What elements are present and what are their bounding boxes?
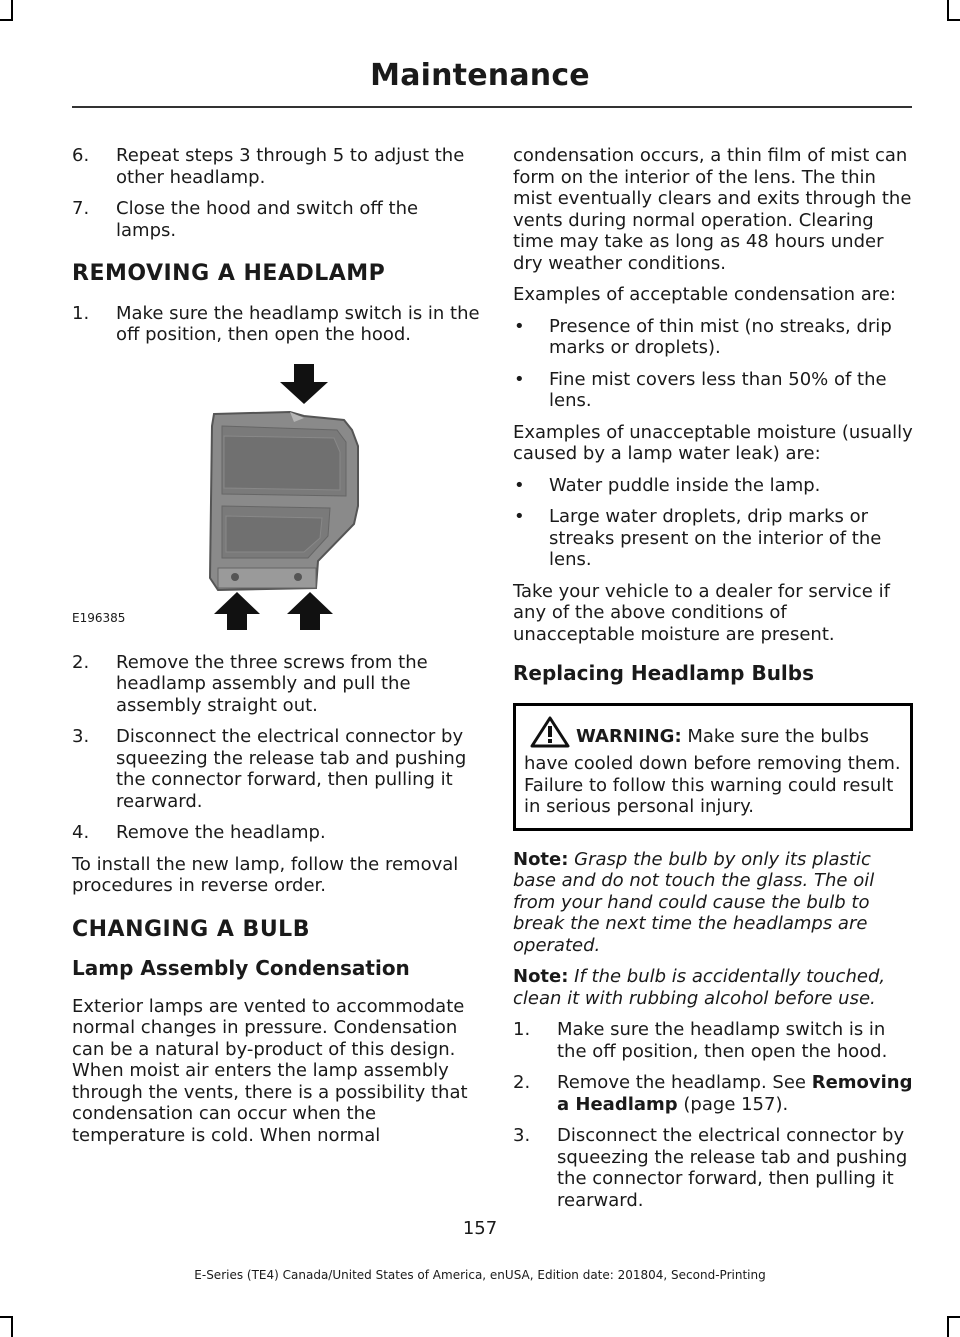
crop-mark: [11, 1318, 13, 1337]
list-item: • Water puddle inside the lamp.: [514, 474, 821, 496]
step-item: 2. Remove the three screws from the headlamp assembly and pull the assembly straight out.: [72, 651, 428, 716]
note-paragraph: Note: Grasp the bulb by only its plastic base and do not touch the glass. The oil from your hand could cause the bulb to break the next time the headlamps are operated.: [513, 848, 875, 956]
subsection-heading-replacing-bulbs: Replacing Headlamp Bulbs: [513, 661, 815, 685]
arrow-up-icon: [287, 592, 333, 630]
right-column: [513, 145, 913, 1221]
footer-text: E-Series (TE4) Canada/United States of America, enUSA, Edition date: 201804, Second-Printing: [194, 1268, 766, 1282]
crop-mark: [11, 0, 13, 19]
cross-reference-link[interactable]: Removing a Headlamp: [557, 1072, 913, 1115]
list-item: • Large water droplets, drip marks or streaks present on the interior of the lens.: [514, 506, 882, 570]
condensation-paragraph: Exterior lamps are vented to accommodate normal changes in pressure. Condensation can be a natural by-product of this design. When moist air enters the lamp assembly through the vents, there is a possibility that condensation can occur when the temperature is cold. When normal: [72, 995, 468, 1146]
page-title: Maintenance: [370, 58, 590, 93]
headlamp-figure: [72, 356, 482, 636]
crop-mark: [947, 1316, 960, 1318]
list-item: • Fine mist covers less than 50% of the lens.: [514, 368, 887, 411]
headlamp-illustration: [72, 356, 482, 636]
step-item: 7. Close the hood and switch off the lamps.: [72, 198, 419, 241]
section-heading-changing-bulb: CHANGING A BULB: [72, 916, 310, 942]
section-heading-removing-headlamp: REMOVING A HEADLAMP: [72, 261, 386, 286]
crop-mark: [947, 19, 960, 21]
subsection-heading-condensation: Lamp Assembly Condensation: [72, 956, 410, 980]
list-item: • Presence of thin mist (no streaks, drip marks or droplets).: [514, 315, 892, 358]
crop-mark: [947, 0, 949, 19]
step-item: 2. Remove the headlamp. See Removing a Headlamp (page 157).: [513, 1072, 913, 1115]
step-item: 3. Disconnect the electrical connector by squeezing the release tab and pushing the connector forward, then pulling it rearward.: [513, 1125, 908, 1211]
warning-box: [513, 703, 913, 831]
dealer-paragraph: Take your vehicle to a dealer for service if any of the above conditions of unacceptable moisture are present.: [513, 580, 890, 645]
page-number: 157: [462, 1218, 498, 1239]
step-item: 6. Repeat steps 3 through 5 to adjust the other headlamp.: [72, 145, 465, 188]
crop-mark: [0, 1316, 13, 1318]
crop-mark: [947, 1318, 949, 1337]
step-item: 4. Remove the headlamp.: [72, 822, 326, 843]
left-column: [72, 145, 482, 1156]
figure-label: E196385: [72, 611, 126, 625]
header-divider: [72, 106, 912, 108]
note-paragraph: Note: If the bulb is accidentally touched, clean it with rubbing alcohol before use.: [513, 966, 886, 1009]
step-item: 1. Make sure the headlamp switch is in the off position, then open the hood.: [72, 302, 480, 345]
acceptable-intro: Examples of acceptable condensation are:: [513, 284, 896, 305]
step-item: 1. Make sure the headlamp switch is in the off position, then open the hood.: [513, 1019, 888, 1062]
warning-triangle-icon: [530, 716, 570, 754]
condensation-continued: condensation occurs, a thin film of mist can form on the interior of the lens. The thin mist eventually clears and exits through the vents during normal operation. Clearing time may take as long as 48 hours under dry weather conditions.: [513, 145, 912, 274]
arrow-down-icon: [280, 364, 328, 404]
warning-text: Make sure the bulbs have cooled down before removing them. Failure to follow this warning could result in serious personal injury.: [524, 725, 901, 817]
unacceptable-intro: Examples of unacceptable moisture (usually caused by a lamp water leak) are:: [513, 421, 913, 464]
install-paragraph: To install the new lamp, follow the removal procedures in reverse order.: [72, 853, 459, 896]
crop-mark: [0, 19, 13, 21]
arrow-up-icon: [214, 592, 260, 630]
warning-label: WARNING:: [576, 725, 682, 747]
step-item: 3. Disconnect the electrical connector by squeezing the release tab and pushing the connector forward, then pulling it rearward.: [72, 726, 467, 812]
